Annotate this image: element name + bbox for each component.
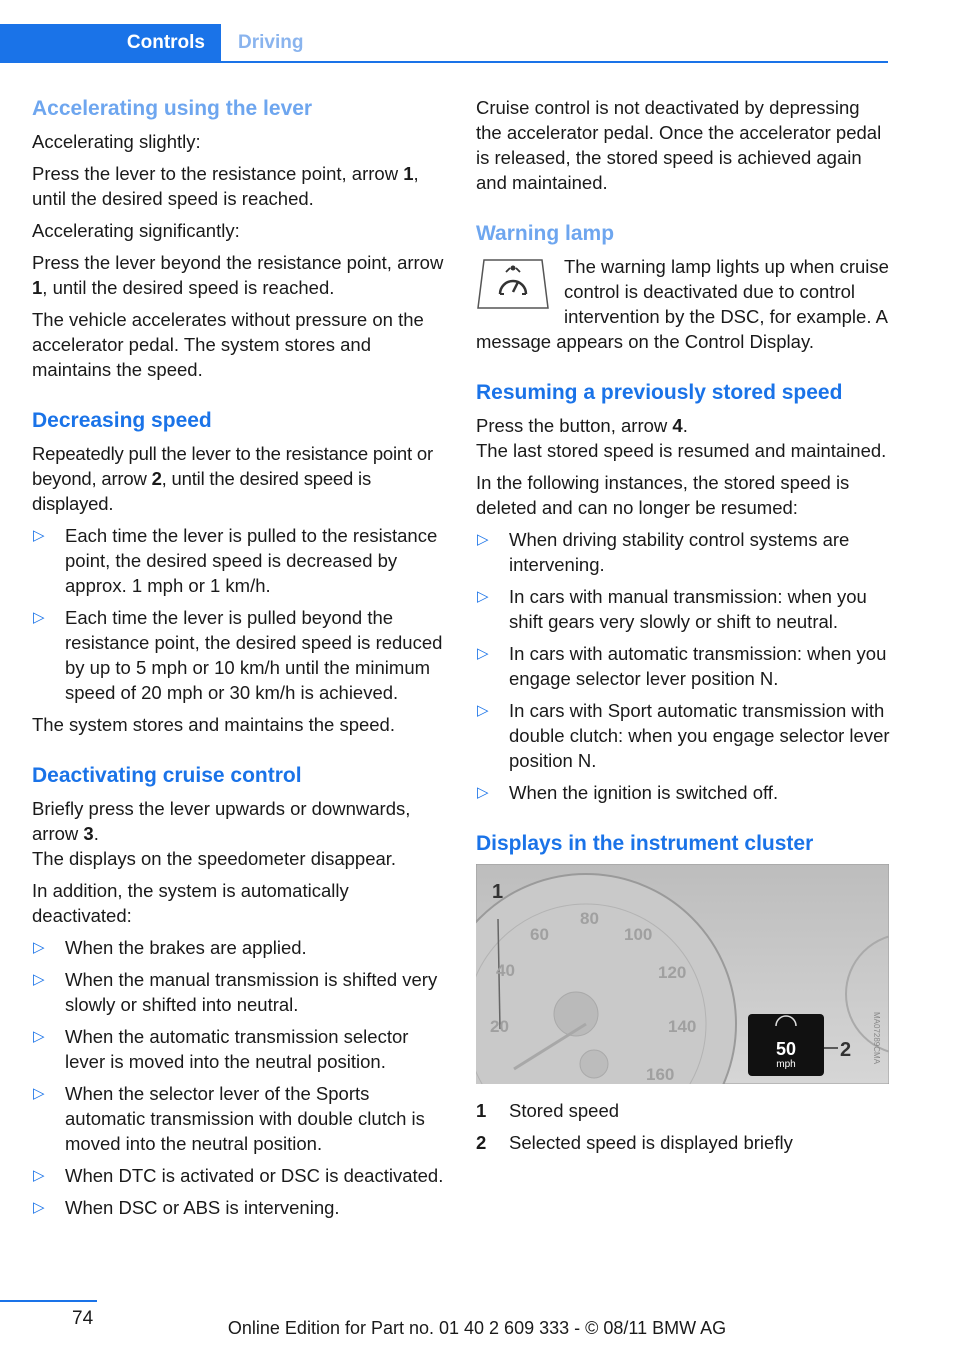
list-item: ▷ In cars with Sport automatic transmission with double clutch: when you engage selector lever position N. xyxy=(477,700,890,771)
accel-p5: The vehicle accelerates without pressure on the accelerator pedal. The system stores and maintains the speed. xyxy=(32,309,424,380)
resume-p1: Press the button, arrow 4. xyxy=(476,415,688,436)
display-unit: mph xyxy=(776,1059,796,1070)
right-column xyxy=(476,95,890,1162)
resume-p3: In the following instances, the stored speed is deleted and can no longer be resumed: xyxy=(476,472,850,518)
list-item: ▷ Each time the lever is pulled beyond the resistance point, the desired speed is reduced by up to 5 mph or 10 km/h until the minimum speed of 20 mph or 30 km/h is achieved. xyxy=(33,607,443,703)
display-speed: 50 xyxy=(775,1039,797,1059)
decrease-list xyxy=(32,523,444,705)
deactivate-p1: Briefly press the lever upwards or downwards, arrow 3. xyxy=(32,798,411,844)
left-column xyxy=(32,95,444,1227)
triangle-right-icon: ▷ xyxy=(33,939,45,956)
list-item: ▷ When the brakes are applied. xyxy=(33,937,307,958)
dial-label: 40 xyxy=(496,961,515,980)
callout-2: 2 xyxy=(840,1039,852,1061)
list-item: ▷ When DSC or ABS is intervening. xyxy=(33,1197,340,1218)
callout-1: 1 xyxy=(492,881,504,903)
heading-warning-lamp: Warning lamp xyxy=(476,222,615,245)
list-item: ▷ In cars with manual transmission: when you shift gears very slowly or shift to neutral. xyxy=(477,586,867,632)
triangle-right-icon: ▷ xyxy=(477,784,489,801)
accel-p1: Accelerating slightly: xyxy=(32,131,201,152)
triangle-right-icon: ▷ xyxy=(33,1167,45,1184)
heading-decreasing: Decreasing speed xyxy=(32,409,212,432)
heading-displays-cluster: Displays in the instrument cluster xyxy=(476,832,814,855)
footer-text: Online Edition for Part no. 01 40 2 609 333 - © 08/11 BMW AG xyxy=(227,1318,727,1338)
decrease-p2: The system stores and maintains the speed. xyxy=(32,714,395,735)
dial-label: 20 xyxy=(490,1017,509,1036)
accel-p4: Press the lever beyond the resistance point, arrow 1, until the desired speed is reached. xyxy=(32,252,444,298)
accel-p3: Accelerating significantly: xyxy=(32,220,240,241)
legend-item: 1 Stored speed xyxy=(476,1100,620,1121)
accel-p2: Press the lever to the resistance point, arrow 1, until the desired speed is reached. xyxy=(32,163,419,209)
list-item: ▷ Each time the lever is pulled to the resistance point, the desired speed is decreased by approx. 1 mph or 1 km/h. xyxy=(33,525,438,596)
heading-resuming: Resuming a previously stored speed xyxy=(476,381,843,404)
warning-lamp-block xyxy=(476,254,890,361)
list-item: ▷ In cars with automatic transmission: when you engage selector lever position N. xyxy=(477,643,887,689)
list-item: ▷ When the selector lever of the Sports automatic transmission with double clutch is moved into the neutral position. xyxy=(33,1083,425,1154)
warning-lamp-text: The warning lamp lights up when cruise control is deactivated due to control intervention by the DSC, for example. A message appears on the Control Display. xyxy=(476,256,889,352)
heading-deactivating: Deactivating cruise control xyxy=(32,764,302,787)
triangle-right-icon: ▷ xyxy=(33,1028,45,1045)
triangle-right-icon: ▷ xyxy=(33,971,45,988)
list-item: ▷ When the manual transmission is shifted very slowly or shifted into neutral. xyxy=(33,969,438,1015)
triangle-right-icon: ▷ xyxy=(477,645,489,662)
dial-label: 60 xyxy=(530,925,549,944)
tab-driving[interactable]: Driving xyxy=(238,32,304,53)
deactivate-p3: In addition, the system is automatically deactivated: xyxy=(32,880,349,926)
heading-accelerating: Accelerating using the lever xyxy=(32,97,313,120)
image-code: MA07289CMA xyxy=(872,1012,881,1065)
header-bar xyxy=(0,24,888,63)
dial-label: 140 xyxy=(668,1017,697,1036)
list-item: ▷ When DTC is activated or DSC is deactivated. xyxy=(33,1165,444,1186)
resume-p2: The last stored speed is resumed and maintained. xyxy=(476,440,887,461)
triangle-right-icon: ▷ xyxy=(477,588,489,605)
intro-paragraph: Cruise control is not deactivated by depressing the accelerator pedal. Once the accelerator pedal is released, the stored speed is achieved again and maintained. xyxy=(476,97,882,193)
deactivate-p2: The displays on the speedometer disappear. xyxy=(32,848,397,869)
dial-label: 80 xyxy=(580,909,599,928)
legend-item: 2 Selected speed is displayed briefly xyxy=(476,1132,793,1153)
dial-label: 120 xyxy=(658,963,687,982)
triangle-right-icon: ▷ xyxy=(33,609,45,626)
cruise-control-warning-icon xyxy=(476,258,550,310)
triangle-right-icon: ▷ xyxy=(33,527,45,544)
list-item: ▷ When the ignition is switched off. xyxy=(477,782,779,803)
tab-controls[interactable]: Controls xyxy=(0,24,221,61)
list-item: ▷ When driving stability control systems are intervening. xyxy=(477,529,850,575)
page-number: 74 xyxy=(72,1308,94,1329)
dial-label: 100 xyxy=(624,925,653,944)
list-item: ▷ When the automatic transmission selector lever is moved into the neutral position. xyxy=(33,1026,409,1072)
triangle-right-icon: ▷ xyxy=(477,531,489,548)
deactivate-list xyxy=(32,935,444,1220)
triangle-right-icon: ▷ xyxy=(477,702,489,719)
instrument-cluster-image xyxy=(476,864,889,1084)
footer-rule xyxy=(0,1300,97,1302)
resume-list xyxy=(476,527,890,805)
triangle-right-icon: ▷ xyxy=(33,1085,45,1102)
triangle-right-icon: ▷ xyxy=(33,1199,45,1216)
dial-label: 160 xyxy=(646,1065,675,1084)
decrease-p1: Repeatedly pull the lever to the resistance point or beyond, arrow 2, until the desired speed is displayed. xyxy=(32,443,433,514)
